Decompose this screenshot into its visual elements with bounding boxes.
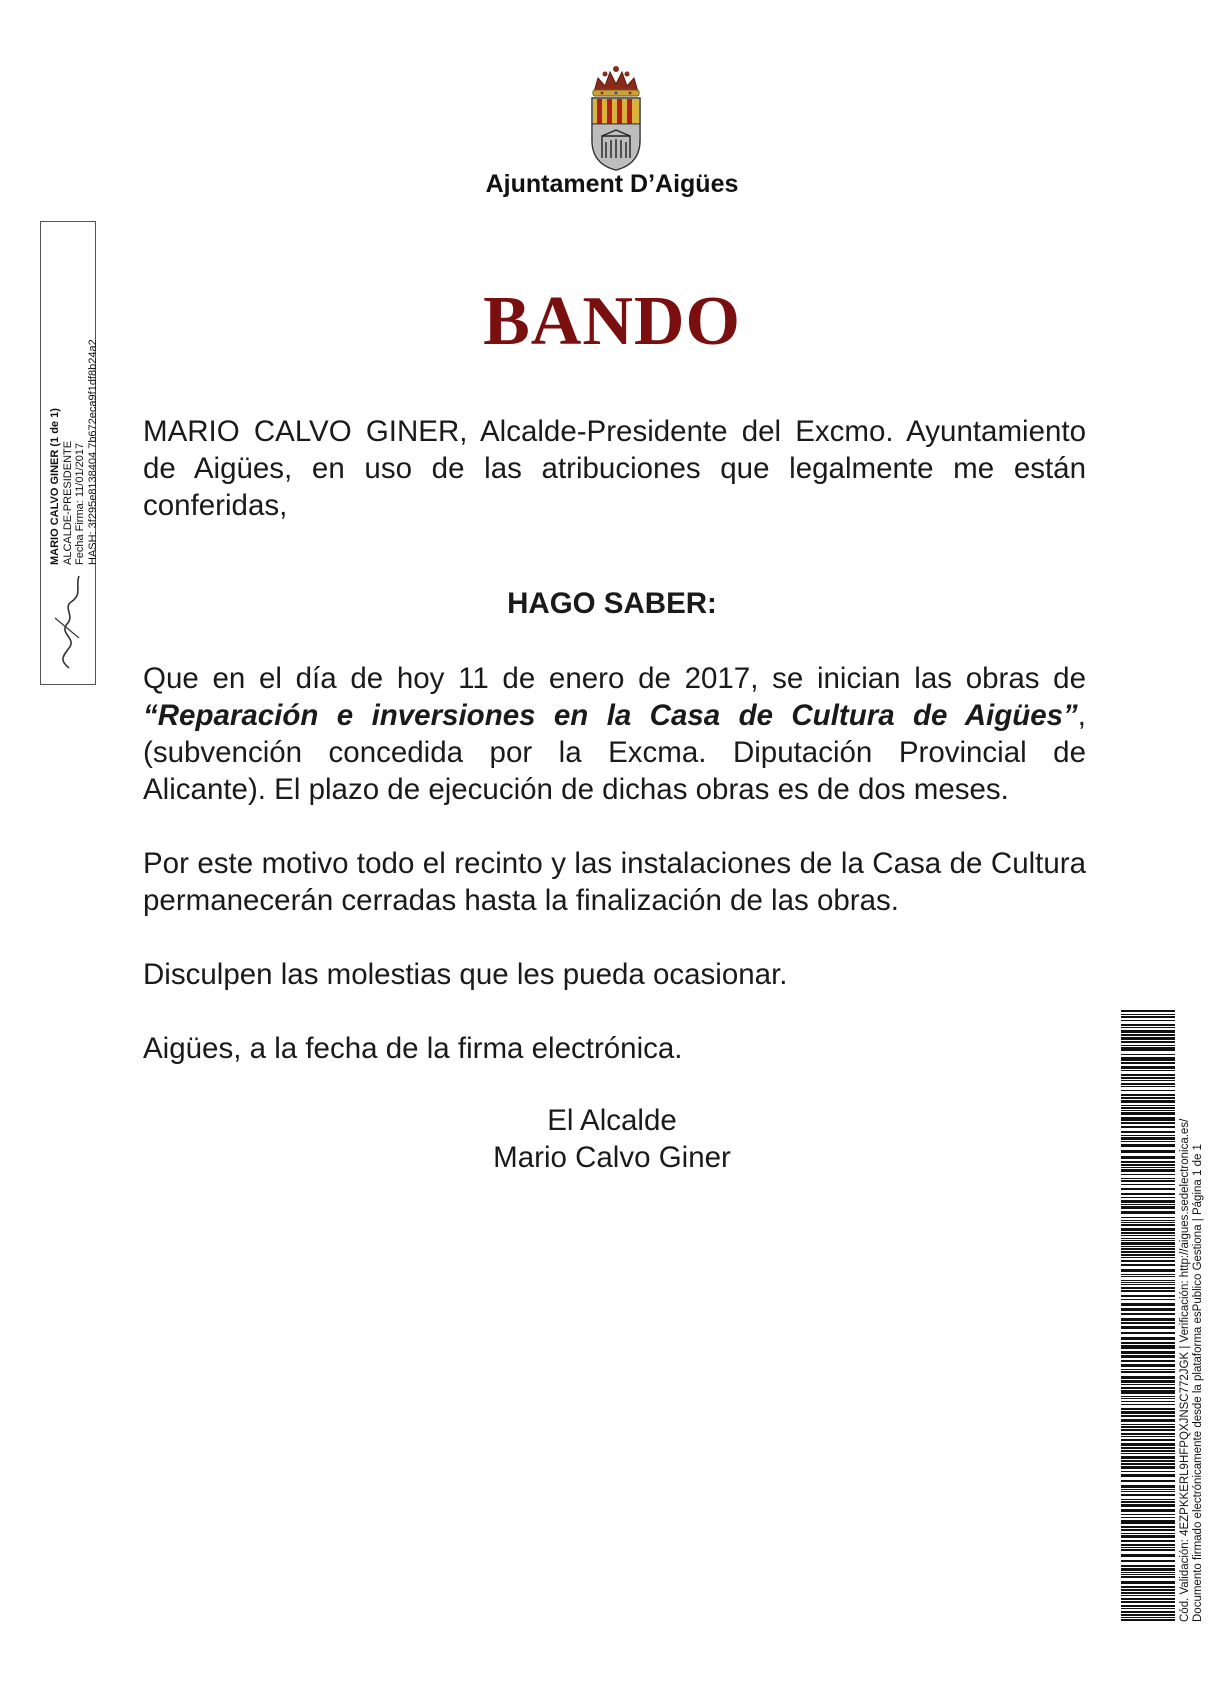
barcode-bar [1121,1576,1175,1578]
barcode-bar [1121,1401,1175,1402]
barcode-bar [1121,1322,1175,1324]
barcode-bar [1121,1144,1175,1147]
barcode-bar [1121,1617,1175,1618]
barcode-bar [1121,1282,1175,1283]
barcode-bar [1121,1206,1175,1209]
barcode-bar [1121,1308,1175,1311]
barcode-bar [1121,1436,1175,1437]
barcode-bar [1121,1238,1175,1239]
barcode-bar [1121,1489,1175,1490]
p1-start: Que en el día de hoy 11 de enero de 2017, se inician las obras de [143,662,1086,695]
barcode-bar [1121,1568,1175,1571]
barcode-bar [1121,1598,1175,1600]
barcode-bar [1121,1565,1175,1567]
barcode-bar [1121,1369,1175,1370]
barcode-bar [1121,1540,1175,1542]
barcode-bar [1121,1204,1175,1205]
barcode-bar [1121,1614,1175,1616]
barcode-bar [1121,1254,1175,1256]
barcode-bar [1121,1047,1175,1051]
barcode-bar [1121,1485,1175,1488]
barcode-bar [1121,1529,1175,1531]
barcode-bar [1121,1057,1175,1061]
barcode-bar [1121,1355,1175,1358]
barcode-bar [1121,1371,1175,1373]
barcode-bar [1121,1595,1175,1596]
barcode-bar [1121,1020,1175,1021]
barcode-bar [1121,1240,1175,1241]
barcode-bar [1121,1619,1175,1621]
barcode-bar [1121,1135,1175,1136]
barcode-bar [1121,1520,1175,1524]
barcode-bar [1121,1443,1175,1446]
barcode-bar [1121,1184,1175,1185]
signer-name: MARIO CALVO GINER (1 de 1) [49,408,61,565]
barcode-bar [1121,1514,1175,1515]
p1-end: , (subvención concedida por la Excma. Diputación Provincial de Alicante). El plazo de ejecución de dichas obras es de dos meses. [143,699,1086,806]
verification-code: Cód. Validación: 4EZPKKERL9HFPQXJNSC772JGK | Verificación: http://aigues.sedelectronica.es/ [1179,1118,1191,1622]
barcode-bar [1121,1608,1175,1609]
barcode-bar [1121,1504,1175,1507]
barcode-bar [1121,1450,1175,1452]
barcode-bar [1121,1287,1175,1289]
barcode-bar [1121,1474,1175,1477]
barcode-bar [1121,1070,1175,1071]
body-paragraph-1 [143,660,1086,808]
organization-name: Ajuntament D’Aigües [485,170,739,198]
barcode-bar [1121,1228,1175,1231]
barcode-bar [1121,1345,1175,1349]
signature-date: Fecha Firma: 11/01/2017 [74,442,86,565]
barcode-bar [1121,1605,1175,1607]
barcode-icon [1121,1010,1175,1624]
barcode-bar [1121,1274,1175,1275]
barcode-bar [1121,1105,1175,1106]
barcode-bar [1121,1560,1175,1562]
barcode-bar [1121,1224,1175,1226]
barcode-bar [1121,1062,1175,1064]
barcode-bar [1121,1408,1175,1410]
barcode-bar [1121,1284,1175,1285]
barcode-bar [1121,1030,1175,1033]
barcode-bar [1121,1169,1175,1172]
barcode-bar [1121,1390,1175,1394]
barcode-bar [1121,1509,1175,1512]
barcode-bar [1121,1188,1175,1190]
barcode-bar [1121,1491,1175,1492]
barcode-bar [1121,1592,1175,1594]
barcode-bar [1121,1161,1175,1163]
barcode-bar [1121,1220,1175,1221]
barcode-bar [1121,1398,1175,1399]
barcode-bar [1121,1471,1175,1472]
barcode-bar [1121,1080,1175,1081]
barcode-bar [1121,1456,1175,1459]
barcode-bar [1121,1586,1175,1588]
barcode-bar [1121,1193,1175,1195]
barcode-bar [1121,1351,1175,1354]
barcode-bar [1121,1174,1175,1175]
barcode-bar [1121,1453,1175,1454]
barcode-bar [1121,1150,1175,1153]
barcode-bar [1121,1141,1175,1142]
barcode-bar [1121,1010,1175,1012]
barcode-bar [1121,1501,1175,1503]
barcode-bar [1121,1269,1175,1272]
barcode-bar [1121,1433,1175,1435]
barcode-bar [1121,1332,1175,1334]
barcode-bar [1121,1447,1175,1449]
barcode-bar [1121,1126,1175,1128]
barcode-bar [1121,1554,1175,1557]
barcode-bar [1121,1090,1175,1091]
barcode-bar [1121,1156,1175,1159]
barcode-bar [1121,1426,1175,1428]
barcode-bar [1121,1232,1175,1234]
barcode-bar [1121,1197,1175,1198]
barcode-bar [1121,1164,1175,1166]
barcode-bar [1121,1424,1175,1425]
barcode-bar [1121,1217,1175,1218]
barcode-bar [1121,1100,1175,1103]
barcode-bar [1121,1137,1175,1140]
barcode-bar [1121,1054,1175,1055]
barcode-bar [1121,1110,1175,1111]
barcode-bar [1121,1480,1175,1482]
barcode-bar [1121,1589,1175,1591]
barcode-bar [1121,1404,1175,1405]
barcode-bar [1121,1178,1175,1179]
verification-block [1179,1002,1205,1622]
barcode-bar [1121,1066,1175,1069]
barcode-bar [1121,1167,1175,1168]
barcode-bar [1121,1549,1175,1551]
barcode-bar [1121,1517,1175,1518]
barcode-bar [1121,1222,1175,1223]
barcode-bar [1121,1460,1175,1462]
body-paragraph-2: Por este motivo todo el recinto y las instalaciones de la Casa de Cultura permanecerán cerradas hasta la finalización de las obras. [143,847,1086,917]
barcode-bar [1121,1547,1175,1548]
barcode-bar [1121,1574,1175,1575]
barcode-bar [1121,1494,1175,1496]
verification-platform: Documento firmado electrónicamente desde la plataforma esPublico Gestiona | Página 1 de 1 [1192,1144,1204,1622]
barcode-bar [1121,1380,1175,1383]
municipal-coat-of-arms-icon [588,64,644,172]
barcode-bar [1121,1535,1175,1538]
barcode-bar [1121,1014,1175,1015]
barcode-bar [1121,1463,1175,1465]
barcode-bar [1121,1034,1175,1036]
barcode-bar [1121,1419,1175,1422]
barcode-bar [1121,1387,1175,1389]
announcement-heading: HAGO SABER: [507,587,717,620]
barcode-bar [1121,1077,1175,1079]
barcode-bar [1121,1544,1175,1546]
closing-name: Mario Calvo Giner [493,1141,731,1174]
barcode-bar [1121,1246,1175,1247]
barcode-bar [1121,1290,1175,1292]
barcode-bar [1121,1318,1175,1321]
barcode-bar [1121,1016,1175,1018]
barcode-bar [1121,1264,1175,1266]
barcode-bar [1121,1041,1175,1043]
barcode-bar [1121,1083,1175,1085]
barcode-bar [1121,1533,1175,1534]
barcode-bar [1121,1211,1175,1214]
barcode-bar [1121,1384,1175,1385]
barcode-bar [1121,1295,1175,1297]
barcode-bar [1121,1257,1175,1258]
barcode-bar [1121,1248,1175,1250]
barcode-bar [1121,1200,1175,1203]
barcode-bar [1121,1337,1175,1340]
project-title: “Reparación e inversiones en la Casa de Cultura de Aigües” [143,699,1078,732]
barcode-bar [1121,1439,1175,1441]
closing-role: El Alcalde [547,1104,677,1137]
barcode-bar [1121,1086,1175,1087]
barcode-bar [1121,1131,1175,1133]
barcode-bar [1121,1037,1175,1040]
barcode-bar [1121,1280,1175,1281]
barcode-bar [1121,1276,1175,1277]
barcode-bar [1121,1326,1175,1329]
barcode-bar [1121,1499,1175,1500]
body-paragraph-4: Aigües, a la fecha de la firma electrónica. [143,1032,683,1065]
barcode-bar [1121,1094,1175,1096]
barcode-bar [1121,1611,1175,1613]
barcode-bar [1121,1581,1175,1584]
barcode-bar [1121,1429,1175,1431]
signer-role: ALCALDE-PRESIDENTE [61,440,74,565]
barcode-bar [1121,1122,1175,1124]
barcode-bar [1121,1376,1175,1379]
barcode-bar [1121,1303,1175,1306]
barcode-bar [1121,1024,1175,1026]
barcode-bar [1121,1180,1175,1182]
barcode-bar [1121,1313,1175,1315]
barcode-bar [1121,1117,1175,1121]
barcode-bar [1121,1242,1175,1245]
barcode-bar [1121,1251,1175,1253]
barcode-bar [1121,1112,1175,1115]
barcode-bar [1121,1396,1175,1397]
barcode-bar [1121,1466,1175,1469]
barcode-bar [1121,1342,1175,1344]
barcode-bar [1121,1601,1175,1603]
document-title: BANDO [483,283,741,360]
barcode-bar [1121,1360,1175,1362]
barcode-bar [1121,1235,1175,1236]
barcode-bar [1121,1415,1175,1417]
barcode-bar [1121,1260,1175,1262]
barcode-bar [1121,1107,1175,1109]
barcode-bar [1121,1045,1175,1046]
barcode-bar [1121,1526,1175,1528]
signature-hash: HASH: 3f295e8138404 7b672eca9f1df8b24a2 [86,339,99,565]
barcode-bar [1121,1074,1175,1076]
barcode-bar [1121,1299,1175,1300]
body-paragraph-3: Disculpen las molestias que les pueda ocasionar. [143,958,788,991]
barcode-bar [1121,1411,1175,1414]
barcode-bar [1121,1027,1175,1028]
barcode-bar [1121,1364,1175,1367]
barcode-bar [1121,1572,1175,1573]
intro-paragraph: MARIO CALVO GINER, Alcalde-Presidente del Excmo. Ayuntamiento de Aigües, en uso de las atribuciones que legalmente me están conferidas, [143,415,1086,522]
barcode-bar [1121,1097,1175,1099]
